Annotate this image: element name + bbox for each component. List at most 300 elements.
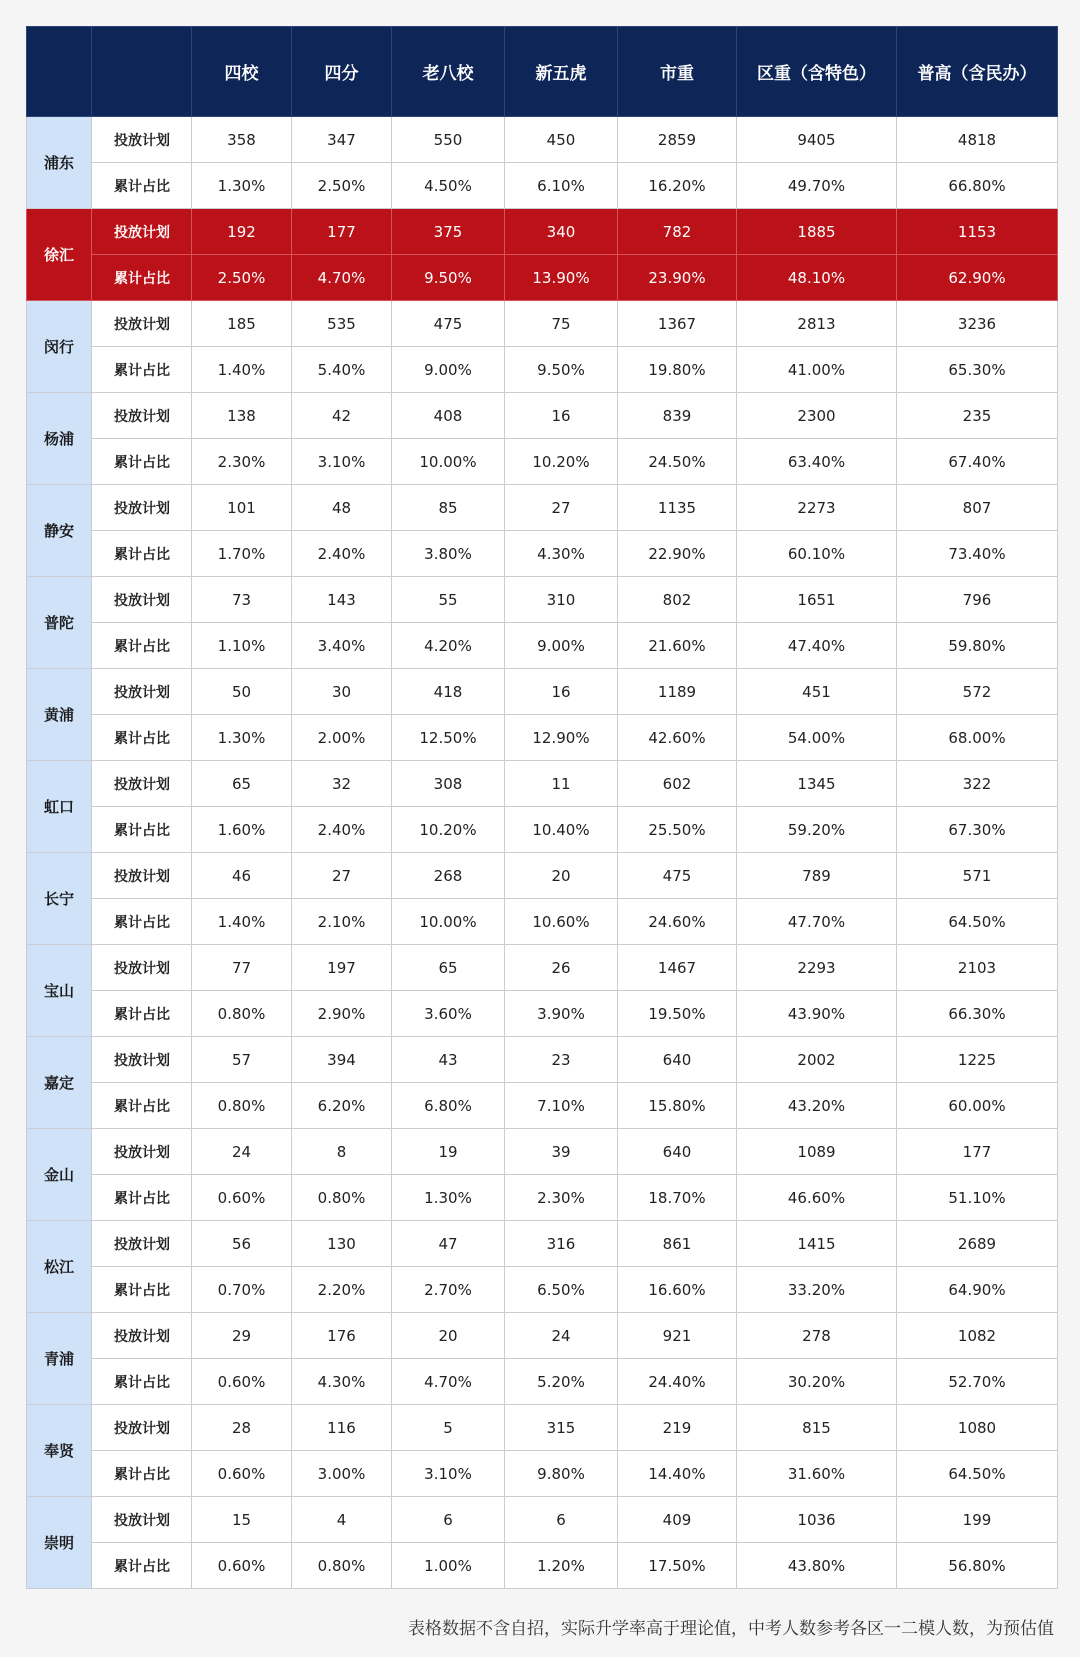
table-cell: 18.70% (618, 1175, 737, 1221)
metric-label-plan: 投放计划 (92, 577, 192, 623)
table-cell: 43.20% (737, 1083, 897, 1129)
table-cell: 143 (292, 577, 392, 623)
table-row (27, 485, 1058, 531)
metric-label-plan: 投放计划 (92, 1405, 192, 1451)
district-name: 浦东 (27, 117, 92, 209)
table-cell: 19 (392, 1129, 505, 1175)
table-cell: 24.40% (618, 1359, 737, 1405)
metric-label-ratio: 累计占比 (92, 715, 192, 761)
table-cell: 15.80% (618, 1083, 737, 1129)
table-cell: 14.40% (618, 1451, 737, 1497)
table-cell: 9.80% (505, 1451, 618, 1497)
admission-plan-table (26, 26, 1058, 1589)
table-cell: 10.20% (505, 439, 618, 485)
table-cell: 30 (292, 669, 392, 715)
table-cell: 51.10% (897, 1175, 1058, 1221)
table-cell: 7.10% (505, 1083, 618, 1129)
table-cell: 322 (897, 761, 1058, 807)
table-cell: 42 (292, 393, 392, 439)
table-cell: 77 (192, 945, 292, 991)
table-cell: 59.80% (897, 623, 1058, 669)
table-cell: 1189 (618, 669, 737, 715)
table-cell: 2.50% (292, 163, 392, 209)
table-cell: 65 (392, 945, 505, 991)
district-name: 虹口 (27, 761, 92, 853)
header-cell-district (27, 27, 92, 117)
table-cell: 0.80% (292, 1175, 392, 1221)
table-cell: 0.80% (192, 1083, 292, 1129)
table-row (27, 669, 1058, 715)
table-cell: 0.60% (192, 1359, 292, 1405)
district-group (27, 945, 1058, 1037)
table-cell: 451 (737, 669, 897, 715)
table-row (27, 255, 1058, 301)
table-cell: 5.20% (505, 1359, 618, 1405)
table-cell: 6.50% (505, 1267, 618, 1313)
table-cell: 2.40% (292, 807, 392, 853)
table-cell: 789 (737, 853, 897, 899)
table-cell: 24 (192, 1129, 292, 1175)
table-cell: 54.00% (737, 715, 897, 761)
table-cell: 5.40% (292, 347, 392, 393)
table-cell: 20 (392, 1313, 505, 1359)
table-row (27, 853, 1058, 899)
table-cell: 3.90% (505, 991, 618, 1037)
table-cell: 316 (505, 1221, 618, 1267)
table-cell: 571 (897, 853, 1058, 899)
table-cell: 43.80% (737, 1543, 897, 1589)
metric-label-plan: 投放计划 (92, 209, 192, 255)
table-cell: 26 (505, 945, 618, 991)
table-cell: 73 (192, 577, 292, 623)
table-cell: 310 (505, 577, 618, 623)
table-row (27, 1451, 1058, 1497)
header-cell-laobaxiao: 老八校 (392, 27, 505, 117)
table-cell: 640 (618, 1129, 737, 1175)
table-cell: 13.90% (505, 255, 618, 301)
table-row (27, 1405, 1058, 1451)
metric-label-ratio: 累计占比 (92, 255, 192, 301)
table-row (27, 117, 1058, 163)
table-cell: 59.20% (737, 807, 897, 853)
table-cell: 10.60% (505, 899, 618, 945)
district-name: 普陀 (27, 577, 92, 669)
table-cell: 1.10% (192, 623, 292, 669)
table-cell: 475 (618, 853, 737, 899)
table-cell: 3.10% (292, 439, 392, 485)
table-cell: 68.00% (897, 715, 1058, 761)
table-cell: 73.40% (897, 531, 1058, 577)
table-cell: 1153 (897, 209, 1058, 255)
header-cell-metric (92, 27, 192, 117)
table-cell: 0.60% (192, 1543, 292, 1589)
table-cell: 48.10% (737, 255, 897, 301)
metric-label-ratio: 累计占比 (92, 531, 192, 577)
table-cell: 56.80% (897, 1543, 1058, 1589)
table-cell: 9.00% (505, 623, 618, 669)
table-cell: 66.30% (897, 991, 1058, 1037)
table-cell: 2.00% (292, 715, 392, 761)
metric-label-ratio: 累计占比 (92, 1175, 192, 1221)
table-cell: 0.80% (192, 991, 292, 1037)
table-cell: 1.30% (392, 1175, 505, 1221)
table-cell: 2273 (737, 485, 897, 531)
metric-label-plan: 投放计划 (92, 1129, 192, 1175)
table-cell: 24.60% (618, 899, 737, 945)
district-group (27, 485, 1058, 577)
table-row (27, 1037, 1058, 1083)
table-row (27, 715, 1058, 761)
header-cell-shizhong: 市重 (618, 27, 737, 117)
table-cell: 20 (505, 853, 618, 899)
table-row (27, 1313, 1058, 1359)
table-cell: 3.10% (392, 1451, 505, 1497)
table-cell: 2.70% (392, 1267, 505, 1313)
district-group (27, 301, 1058, 393)
table-row (27, 577, 1058, 623)
table-cell: 4818 (897, 117, 1058, 163)
table-cell: 56 (192, 1221, 292, 1267)
table-cell: 192 (192, 209, 292, 255)
table-cell: 1.20% (505, 1543, 618, 1589)
table-cell: 32 (292, 761, 392, 807)
table-cell: 6 (392, 1497, 505, 1543)
district-name: 金山 (27, 1129, 92, 1221)
table-cell: 33.20% (737, 1267, 897, 1313)
table-cell: 177 (897, 1129, 1058, 1175)
table-row (27, 991, 1058, 1037)
table-row (27, 807, 1058, 853)
header-cell-pugao: 普高（含民办） (897, 27, 1058, 117)
table-cell: 25.50% (618, 807, 737, 853)
table-cell: 1.40% (192, 899, 292, 945)
table-cell: 815 (737, 1405, 897, 1451)
table-cell: 48 (292, 485, 392, 531)
header-row (27, 27, 1058, 117)
metric-label-plan: 投放计划 (92, 1497, 192, 1543)
metric-label-ratio: 累计占比 (92, 1451, 192, 1497)
table-cell: 130 (292, 1221, 392, 1267)
table-cell: 408 (392, 393, 505, 439)
table-cell: 10.00% (392, 899, 505, 945)
table-cell: 861 (618, 1221, 737, 1267)
metric-label-ratio: 累计占比 (92, 1359, 192, 1405)
metric-label-plan: 投放计划 (92, 485, 192, 531)
metric-label-ratio: 累计占比 (92, 623, 192, 669)
metric-label-plan: 投放计划 (92, 1313, 192, 1359)
table-cell: 375 (392, 209, 505, 255)
district-name: 宝山 (27, 945, 92, 1037)
district-group (27, 1221, 1058, 1313)
metric-label-plan: 投放计划 (92, 393, 192, 439)
table-cell: 65 (192, 761, 292, 807)
table-cell: 2293 (737, 945, 897, 991)
table-cell: 42.60% (618, 715, 737, 761)
table-cell: 63.40% (737, 439, 897, 485)
district-name: 长宁 (27, 853, 92, 945)
table-cell: 1367 (618, 301, 737, 347)
table-cell: 1080 (897, 1405, 1058, 1451)
table-header (27, 27, 1058, 117)
metric-label-ratio: 累计占比 (92, 439, 192, 485)
district-name: 徐汇 (27, 209, 92, 301)
table-cell: 394 (292, 1037, 392, 1083)
table-cell: 64.50% (897, 1451, 1058, 1497)
table-cell: 839 (618, 393, 737, 439)
district-name: 松江 (27, 1221, 92, 1313)
table-cell: 1415 (737, 1221, 897, 1267)
table-row (27, 899, 1058, 945)
table-cell: 796 (897, 577, 1058, 623)
table-cell: 75 (505, 301, 618, 347)
metric-label-ratio: 累计占比 (92, 899, 192, 945)
table-cell: 16.60% (618, 1267, 737, 1313)
table-cell: 2.90% (292, 991, 392, 1037)
table-cell: 27 (505, 485, 618, 531)
table-cell: 1885 (737, 209, 897, 255)
district-group (27, 393, 1058, 485)
table-cell: 43.90% (737, 991, 897, 1037)
table-cell: 17.50% (618, 1543, 737, 1589)
table-cell: 47.70% (737, 899, 897, 945)
table-cell: 921 (618, 1313, 737, 1359)
table-cell: 21.60% (618, 623, 737, 669)
table-cell: 28 (192, 1405, 292, 1451)
metric-label-ratio: 累计占比 (92, 163, 192, 209)
table-cell: 85 (392, 485, 505, 531)
table-cell: 2002 (737, 1037, 897, 1083)
table-cell: 0.70% (192, 1267, 292, 1313)
table-cell: 1225 (897, 1037, 1058, 1083)
table-cell: 2.10% (292, 899, 392, 945)
district-name: 崇明 (27, 1497, 92, 1589)
table-row (27, 945, 1058, 991)
table-cell: 57 (192, 1037, 292, 1083)
table-cell: 409 (618, 1497, 737, 1543)
table-cell: 16.20% (618, 163, 737, 209)
table-cell: 2.20% (292, 1267, 392, 1313)
district-name: 青浦 (27, 1313, 92, 1405)
table-cell: 64.90% (897, 1267, 1058, 1313)
table-cell: 535 (292, 301, 392, 347)
district-group (27, 1313, 1058, 1405)
table-cell: 2813 (737, 301, 897, 347)
table-cell: 199 (897, 1497, 1058, 1543)
table-cell: 5 (392, 1405, 505, 1451)
table-cell: 138 (192, 393, 292, 439)
table-cell: 24 (505, 1313, 618, 1359)
district-name: 嘉定 (27, 1037, 92, 1129)
district-name: 黄浦 (27, 669, 92, 761)
table-cell: 1345 (737, 761, 897, 807)
table-row (27, 531, 1058, 577)
table-row (27, 439, 1058, 485)
table-cell: 4 (292, 1497, 392, 1543)
district-name: 静安 (27, 485, 92, 577)
table-cell: 782 (618, 209, 737, 255)
metric-label-plan: 投放计划 (92, 853, 192, 899)
table-row (27, 1359, 1058, 1405)
district-name: 奉贤 (27, 1405, 92, 1497)
table-row (27, 1543, 1058, 1589)
table-cell: 0.60% (192, 1175, 292, 1221)
table-row (27, 1497, 1058, 1543)
table-cell: 2.30% (192, 439, 292, 485)
table-cell: 347 (292, 117, 392, 163)
table-cell: 2.40% (292, 531, 392, 577)
table-cell: 39 (505, 1129, 618, 1175)
table-cell: 3236 (897, 301, 1058, 347)
table-cell: 177 (292, 209, 392, 255)
table-cell: 31.60% (737, 1451, 897, 1497)
table-cell: 9.00% (392, 347, 505, 393)
metric-label-ratio: 累计占比 (92, 991, 192, 1037)
table-cell: 219 (618, 1405, 737, 1451)
metric-label-ratio: 累计占比 (92, 807, 192, 853)
table-cell: 67.40% (897, 439, 1058, 485)
table-cell: 6.80% (392, 1083, 505, 1129)
table-cell: 41.00% (737, 347, 897, 393)
table-cell: 268 (392, 853, 505, 899)
table-cell: 1.00% (392, 1543, 505, 1589)
table-cell: 46.60% (737, 1175, 897, 1221)
table-cell: 22.90% (618, 531, 737, 577)
table-cell: 8 (292, 1129, 392, 1175)
table-cell: 4.70% (292, 255, 392, 301)
table-cell: 358 (192, 117, 292, 163)
table-cell: 1.30% (192, 715, 292, 761)
table-cell: 15 (192, 1497, 292, 1543)
table-cell: 2300 (737, 393, 897, 439)
table-cell: 47.40% (737, 623, 897, 669)
table-cell: 3.00% (292, 1451, 392, 1497)
table-cell: 19.80% (618, 347, 737, 393)
district-group (27, 669, 1058, 761)
district-group (27, 577, 1058, 669)
table-row (27, 1221, 1058, 1267)
table-cell: 66.80% (897, 163, 1058, 209)
table-cell: 62.90% (897, 255, 1058, 301)
metric-label-ratio: 累计占比 (92, 1543, 192, 1589)
table-cell: 640 (618, 1037, 737, 1083)
table-cell: 0.80% (292, 1543, 392, 1589)
table-cell: 2.50% (192, 255, 292, 301)
table-cell: 197 (292, 945, 392, 991)
table-cell: 52.70% (897, 1359, 1058, 1405)
district-group (27, 1129, 1058, 1221)
table-footnote: 表格数据不含自招，实际升学率高于理论值，中考人数参考各区一二模人数，为预估值 (408, 1619, 1054, 1639)
table-cell: 49.70% (737, 163, 897, 209)
table-cell: 2859 (618, 117, 737, 163)
table-cell: 4.70% (392, 1359, 505, 1405)
table-cell: 572 (897, 669, 1058, 715)
table-cell: 19.50% (618, 991, 737, 1037)
table-cell: 10.40% (505, 807, 618, 853)
district-group (27, 1497, 1058, 1589)
metric-label-ratio: 累计占比 (92, 1083, 192, 1129)
table-cell: 3.60% (392, 991, 505, 1037)
table-cell: 16 (505, 393, 618, 439)
table-cell: 55 (392, 577, 505, 623)
table-cell: 1089 (737, 1129, 897, 1175)
table-cell: 315 (505, 1405, 618, 1451)
table-cell: 9.50% (505, 347, 618, 393)
table-cell: 278 (737, 1313, 897, 1359)
table-cell: 29 (192, 1313, 292, 1359)
table-cell: 176 (292, 1313, 392, 1359)
table-cell: 2103 (897, 945, 1058, 991)
table-row (27, 347, 1058, 393)
table-cell: 1036 (737, 1497, 897, 1543)
metric-label-plan: 投放计划 (92, 761, 192, 807)
header-cell-sifen: 四分 (292, 27, 392, 117)
header-cell-sixiao: 四校 (192, 27, 292, 117)
metric-label-plan: 投放计划 (92, 117, 192, 163)
table-cell: 16 (505, 669, 618, 715)
table-cell: 27 (292, 853, 392, 899)
table-cell: 1.70% (192, 531, 292, 577)
table-row (27, 1129, 1058, 1175)
table-cell: 46 (192, 853, 292, 899)
table-cell: 30.20% (737, 1359, 897, 1405)
table-cell: 2.30% (505, 1175, 618, 1221)
table-cell: 65.30% (897, 347, 1058, 393)
table-cell: 1135 (618, 485, 737, 531)
district-group (27, 853, 1058, 945)
table-cell: 12.90% (505, 715, 618, 761)
table-cell: 11 (505, 761, 618, 807)
header-cell-quzhong: 区重（含特色） (737, 27, 897, 117)
table-cell: 10.00% (392, 439, 505, 485)
table-cell: 418 (392, 669, 505, 715)
table-cell: 550 (392, 117, 505, 163)
table-cell: 43 (392, 1037, 505, 1083)
table-cell: 3.40% (292, 623, 392, 669)
district-group (27, 117, 1058, 209)
table-cell: 308 (392, 761, 505, 807)
table-cell: 1082 (897, 1313, 1058, 1359)
table-cell: 64.50% (897, 899, 1058, 945)
table-cell: 1651 (737, 577, 897, 623)
table-cell: 0.60% (192, 1451, 292, 1497)
table-cell: 101 (192, 485, 292, 531)
metric-label-plan: 投放计划 (92, 945, 192, 991)
table-row (27, 761, 1058, 807)
metric-label-plan: 投放计划 (92, 1221, 192, 1267)
district-group (27, 209, 1058, 301)
table-cell: 1467 (618, 945, 737, 991)
table-cell: 6.20% (292, 1083, 392, 1129)
table-cell: 6 (505, 1497, 618, 1543)
metric-label-plan: 投放计划 (92, 669, 192, 715)
table-cell: 23 (505, 1037, 618, 1083)
district-name: 闵行 (27, 301, 92, 393)
table-cell: 9.50% (392, 255, 505, 301)
table-cell: 60.10% (737, 531, 897, 577)
table-row (27, 301, 1058, 347)
table-cell: 116 (292, 1405, 392, 1451)
table-cell: 10.20% (392, 807, 505, 853)
table-cell: 4.30% (292, 1359, 392, 1405)
table-row (27, 1175, 1058, 1221)
table-row (27, 1083, 1058, 1129)
metric-label-plan: 投放计划 (92, 1037, 192, 1083)
table-cell: 60.00% (897, 1083, 1058, 1129)
table-row (27, 1267, 1058, 1313)
table-row (27, 209, 1058, 255)
table-cell: 47 (392, 1221, 505, 1267)
table-cell: 185 (192, 301, 292, 347)
